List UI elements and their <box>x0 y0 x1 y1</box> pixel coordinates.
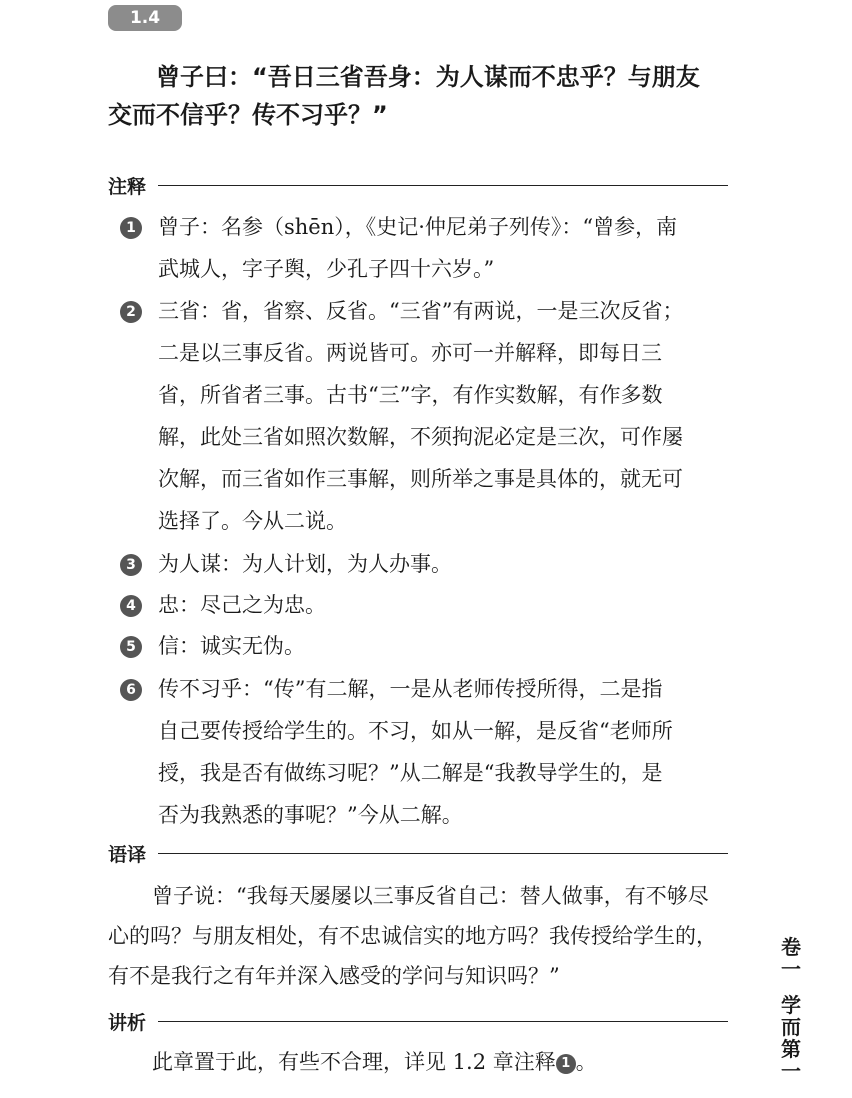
note-number-badge: 5 <box>120 636 142 658</box>
note-number-badge: 4 <box>120 595 142 617</box>
main-text <box>108 58 730 134</box>
note-text-line: 为人谋：为人计划，为人办事。 <box>158 552 452 576</box>
translation-section-title: 语译 <box>108 843 147 866</box>
note-text-line: 忠：尽己之为忠。 <box>158 593 326 617</box>
note-number-badge: 1 <box>120 217 142 239</box>
translation-section-header <box>108 838 728 868</box>
analysis-line-end: 。 <box>575 1050 597 1074</box>
note-text-line: 传不习乎：“传”有二解，一是从老师传授所得，二是指 <box>158 677 663 701</box>
translation-line: 曾子说：“我每天屡屡以三事反省自己：替人做事，有不够尽 <box>152 884 709 908</box>
note-text-line: 选择了。今从二说。 <box>158 509 347 533</box>
note-item-5 <box>120 625 732 667</box>
translation-line: 心的吗？与朋友相处，有不忠诚信实的地方吗？我传授给学生的， <box>108 924 717 948</box>
note-text-line: 授，我是否有做练习呢？”从二解是“我教导学生的，是 <box>158 761 663 785</box>
note-text-line: 省，所省者三事。古书“三”字，有作实数解，有作多数 <box>158 383 663 407</box>
section-divider <box>158 1021 728 1022</box>
note-item-2 <box>120 290 732 542</box>
note-text-line: 二是以三事反省。两说皆可。亦可一并解释，即每日三 <box>158 341 662 365</box>
note-reference-badge: 1 <box>556 1054 576 1074</box>
notes-section-header <box>108 170 728 200</box>
side-label-char: 而 <box>781 1015 801 1039</box>
analysis-line: 此章置于此，有些不合理，详见 1.2 章注释 <box>152 1050 556 1074</box>
note-number-badge: 2 <box>120 301 142 323</box>
note-text-line: 否为我熟悉的事呢？”今从二解。 <box>158 803 463 827</box>
side-label-gap <box>776 980 806 994</box>
chapter-badge: 1.4 <box>108 5 182 31</box>
section-divider <box>158 853 728 854</box>
note-text-line: 信：诚实无伪。 <box>158 634 305 658</box>
note-text-line: 次解，而三省如作三事解，则所举之事是具体的，就无可 <box>158 467 683 491</box>
note-item-1 <box>120 206 732 290</box>
analysis-section-header <box>108 1006 728 1036</box>
translation-text <box>108 876 732 996</box>
note-text-line: 自己要传授给学生的。不习，如从一解，是反省“老师所 <box>158 719 673 743</box>
analysis-text <box>108 1042 732 1082</box>
note-number-badge: 3 <box>120 554 142 576</box>
side-label-char: 学 <box>781 993 801 1017</box>
note-item-3 <box>120 543 732 585</box>
main-text-line: 曾子曰：“吾日三省吾身：为人谋而不忠乎？与朋友 <box>156 63 700 91</box>
note-text-line: 解，此处三省如照次数解，不须拘泥必定是三次，可作屡 <box>158 425 683 449</box>
analysis-section-title: 讲析 <box>108 1011 147 1034</box>
note-text-line: 三省：省，省察、反省。“三省”有两说，一是三次反省； <box>158 299 684 323</box>
note-item-6 <box>120 668 732 836</box>
section-divider <box>158 185 728 186</box>
note-text-line: 武城人，字子舆，少孔子四十六岁。” <box>158 257 495 281</box>
side-label-char: 卷 <box>781 935 801 959</box>
main-text-line: 交而不信乎？传不习乎？” <box>108 101 388 129</box>
note-text-line: 曾子：名参（shēn），《史记·仲尼弟子列传》：“曾参，南 <box>158 215 678 239</box>
side-label-char: 一 <box>781 1059 801 1083</box>
note-number-badge: 6 <box>120 679 142 701</box>
side-chapter-label <box>776 936 806 1082</box>
side-label-char: 一 <box>781 957 801 981</box>
translation-line: 有不是我行之有年并深入感受的学问与知识吗？” <box>108 964 560 988</box>
notes-section-title: 注释 <box>108 175 147 198</box>
note-item-4 <box>120 584 732 626</box>
side-label-char: 第 <box>781 1037 801 1061</box>
